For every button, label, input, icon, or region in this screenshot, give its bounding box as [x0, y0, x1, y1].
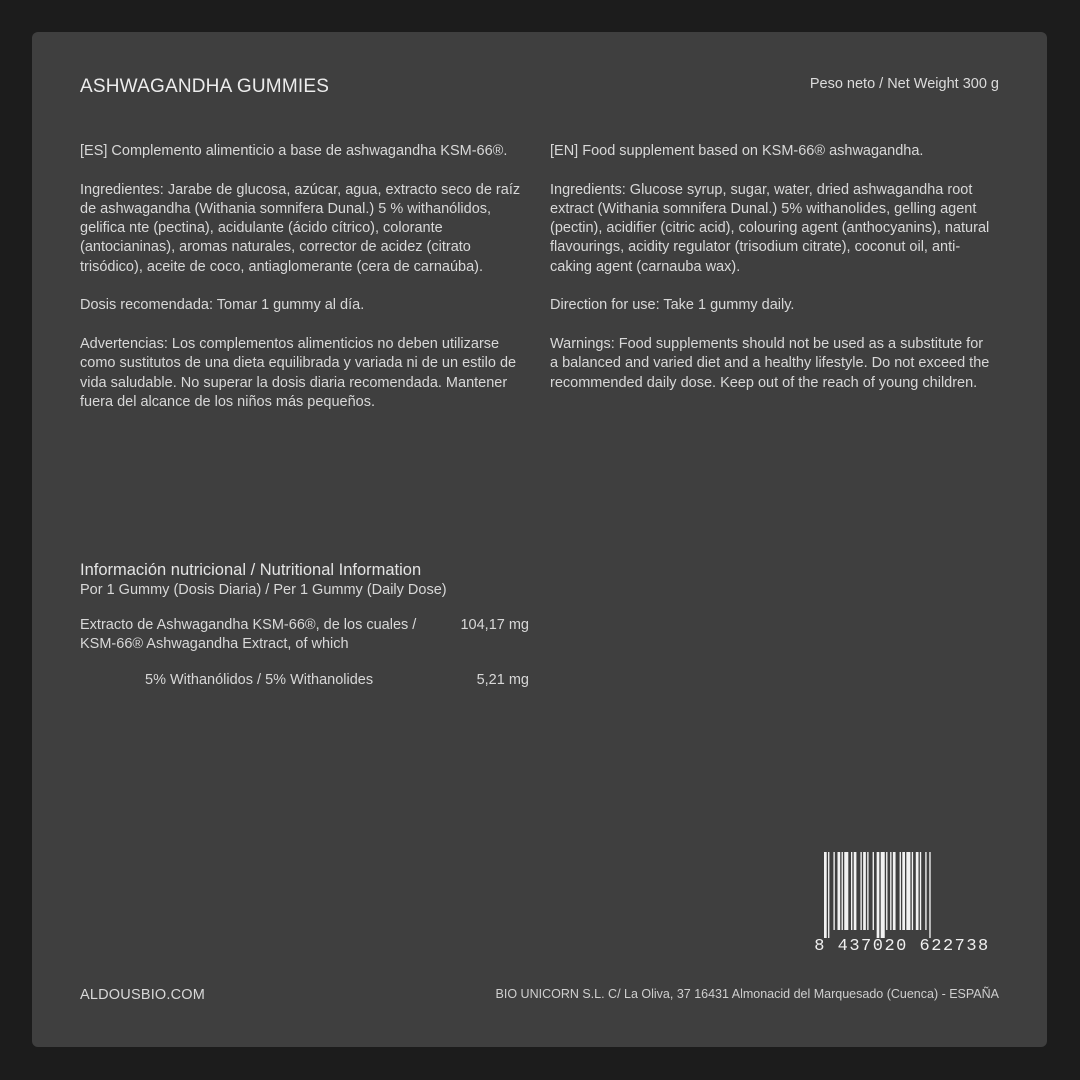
barcode-bar — [842, 852, 843, 930]
nutrition-row-label: Extracto de Ashwagandha KSM-66®, de los cuales / KSM-66® Ashwagandha Extract, of which — [80, 617, 417, 653]
barcode-bar — [867, 852, 868, 930]
es-dosage: Dosis recomendada: Tomar 1 gummy al día. — [80, 297, 365, 314]
nutrition-row — [80, 671, 535, 690]
es-warnings: Advertencias: Los complementos alimenticios no deben utilizarse como sustitutos de una dieta equilibrada y variada ni de un estilo de vida saludable. No superar la dosis diaria recomendada. Mantener fuera del alcance de los niños más pequeños. — [80, 335, 517, 410]
barcode-bar — [890, 852, 891, 930]
barcode-bar — [881, 852, 885, 938]
en-ingredients: Ingredients: Glucose syrup, sugar, water, dried ashwagandha root extract (Withania somnifera Dunal.) 5% withanolides, gelling agent (pectin), acidifier (citric acid), colouring agent (anthocyanins), natural flavourings, acidity regulator (trisodium citrate), coconut oil, anti-caking agent (carnauba wax). — [550, 181, 990, 275]
barcode-bar — [877, 852, 880, 938]
barcode-bar — [902, 852, 905, 930]
barcode-bar — [833, 852, 834, 930]
barcode-bar — [873, 852, 874, 930]
barcode-bar — [844, 852, 848, 930]
barcode-bar — [854, 852, 857, 930]
nutrition-subheading: Por 1 Gummy (Dosis Diaria) / Per 1 Gummy (Daily Dose) — [80, 582, 447, 598]
barcode-bar — [916, 852, 919, 930]
barcode-bar — [828, 852, 829, 938]
barcode-number: 8 437020 622738 — [814, 937, 990, 956]
en-warnings: Warnings: Food supplements should not be used as a substitute for a balanced and varied diet and a healthy lifestyle. Do not exceed the recommended daily dose. Keep out of the reach of young children. — [550, 335, 990, 391]
barcode-bar — [838, 852, 841, 930]
nutrition-row-value: 104,17 mg — [460, 617, 529, 633]
label-panel — [32, 32, 1047, 1047]
barcode-bar — [886, 852, 887, 930]
english-column — [550, 142, 995, 412]
nutrition-table — [80, 559, 535, 690]
barcode-bar — [920, 852, 921, 930]
nutrition-row-value: 5,21 mg — [476, 671, 529, 688]
barcode-bar — [900, 852, 901, 930]
nutrition-row-label: 5% Withanólidos / 5% Withanolides — [145, 671, 374, 688]
es-intro: [ES] Complemento alimenticio a base de ashwagandha KSM-66®. — [80, 143, 508, 159]
barcode-bar — [824, 852, 827, 938]
barcode-bar — [929, 852, 930, 938]
barcode-bar — [863, 852, 866, 930]
company-address: BIO UNICORN S.L. C/ La Oliva, 37 16431 Almonacid del Marquesado (Cuenca) - ESPAÑA — [495, 987, 999, 1001]
barcode-bar — [893, 852, 896, 930]
en-intro: [EN] Food supplement based on KSM-66® ashwagandha. — [550, 143, 924, 159]
barcode-bar — [912, 852, 913, 930]
barcode-bar — [860, 852, 861, 930]
barcode-bar — [851, 852, 852, 930]
en-directions: Direction for use: Take 1 gummy daily. — [550, 297, 795, 314]
nutrition-row — [80, 616, 535, 655]
nutrition-heading: Información nutricional / Nutritional Information — [80, 561, 422, 579]
product-title: ASHWAGANDHA GUMMIES — [80, 76, 330, 97]
barcode-bar — [906, 852, 910, 930]
net-weight: Peso neto / Net Weight 300 g — [809, 76, 999, 92]
barcode — [802, 852, 1002, 957]
spanish-column — [80, 142, 525, 431]
es-ingredients: Ingredientes: Jarabe de glucosa, azúcar, agua, extracto seco de raíz de ashwagandha (Withania somnifera Dunal.) 5 % withanólidos, gelifica nte (pectina), acidulante (ácido cítrico), colorante (antocianinas), aromas naturales, corrector de acidez (citrato trisódico), aceite de coco, antiaglomerante (cera de carnaúba). — [80, 181, 521, 275]
barcode-bar — [925, 852, 926, 930]
website-link[interactable]: ALDOUSBIO.COM — [80, 987, 206, 1003]
